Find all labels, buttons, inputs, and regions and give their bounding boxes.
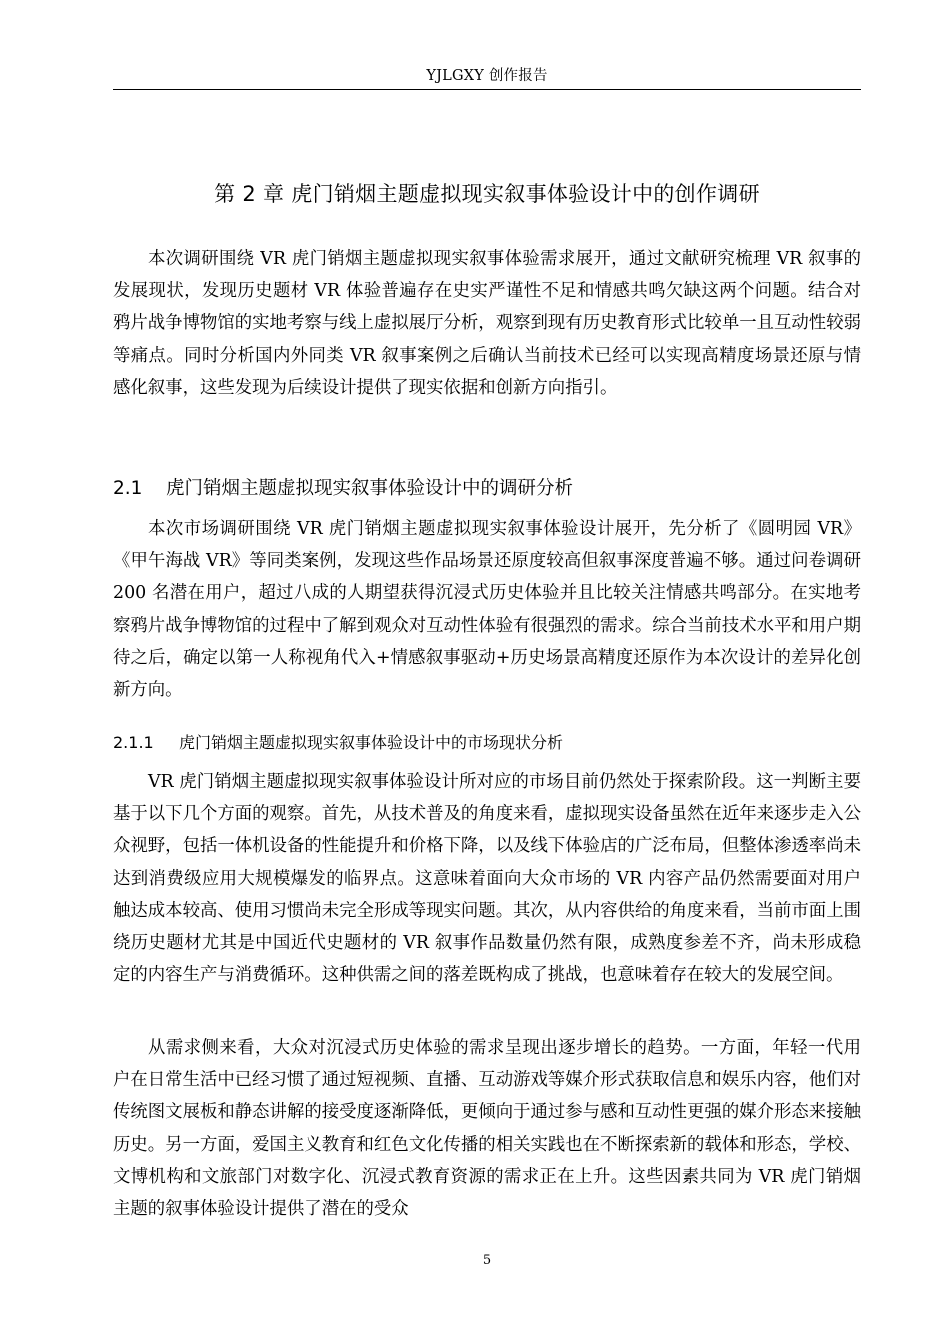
chapter-intro-paragraph: 本次调研围绕 VR 虎门销烟主题虚拟现实叙事体验需求展开，通过文献研究梳理 VR 叙事的发展现状，发现历史题材 VR 体验普遍存在史实严谨性不足和情感共鸣欠缺这两个问题。结合对鸦片战争博物馆的实地考察与线上虚拟展厅分析，观察到现有历史教育形式比较单一且互动性较弱等痛点。同时分析国内外同类 VR 叙事案例之后确认当前技术已经可以实现高精度场景还原与情感化叙事，这些发现为后续设计提供了现实依据和创新方向指引。 xyxy=(113,249,861,398)
subsection-title: 虎门销烟主题虚拟现实叙事体验设计中的市场现状分析 xyxy=(179,733,564,752)
chapter-title: 第 2 章 虎门销烟主题虚拟现实叙事体验设计中的创作调研 xyxy=(214,182,760,206)
section-2-1-1-heading xyxy=(113,731,861,755)
header-rule xyxy=(113,89,861,90)
section-2-1-paragraph: 本次市场调研围绕 VR 虎门销烟主题虚拟现实叙事体验设计展开，先分析了《圆明园 VR》《甲午海战 VR》等同类案例，发现这些作品场景还原度较高但叙事深度普遍不够。通过问卷调研 200 名潜在用户，超过八成的人期望获得沉浸式历史体验并且比较关注情感共鸣部分。在实地考察鸦片战争博物馆的过程中了解到观众对互动性体验有很强烈的需求。综合当前技术水平和用户期待之后，确定以第一人称视角代入+情感叙事驱动+历史场景高精度还原作为本次设计的差异化创新方向。 xyxy=(113,519,861,701)
running-header: YJLGXY 创作报告 xyxy=(426,68,548,84)
page-number: 5 xyxy=(482,1253,492,1268)
market-status-paragraph-2: 从需求侧来看，大众对沉浸式历史体验的需求呈现出逐步增长的趋势。一方面，年轻一代用户在日常生活中已经习惯了通过短视频、直播、互动游戏等媒介形式获取信息和娱乐内容，他们对传统图文展板和静态讲解的接受度逐渐降低，更倾向于通过参与感和互动性更强的媒介形态来接触历史。另一方面，爱国主义教育和红色文化传播的相关实践也在不断探索新的载体和形态，学校、文博机构和文旅部门对数字化、沉浸式教育资源的需求正在上升。这些因素共同为 VR 虎门销烟主题的叙事体验设计提供了潜在的受众 xyxy=(113,1038,861,1220)
section-number: 2.1 xyxy=(113,478,143,499)
section-title: 虎门销烟主题虚拟现实叙事体验设计中的调研分析 xyxy=(166,478,574,499)
section-2-1-heading xyxy=(113,476,861,502)
market-status-paragraph-1: VR 虎门销烟主题虚拟现实叙事体验设计所对应的市场目前仍然处于探索阶段。这一判断主要基于以下几个方面的观察。首先，从技术普及的角度来看，虚拟现实设备虽然在近年来逐步走入公众视野，包括一体机设备的性能提升和价格下降，以及线下体验店的广泛布局，但整体渗透率尚未达到消费级应用大规模爆发的临界点。这意味着面向大众市场的 VR 内容产品仍然需要面对用户触达成本较高、使用习惯尚未完全形成等现实问题。其次，从内容供给的角度来看，当前市面上围绕历史题材尤其是中国近代史题材的 VR 叙事作品数量仍然有限，成熟度参差不齐，尚未形成稳定的内容生产与消费循环。这种供需之间的落差既构成了挑战，也意味着存在较大的发展空间。 xyxy=(113,772,861,986)
subsection-number: 2.1.1 xyxy=(113,733,154,752)
